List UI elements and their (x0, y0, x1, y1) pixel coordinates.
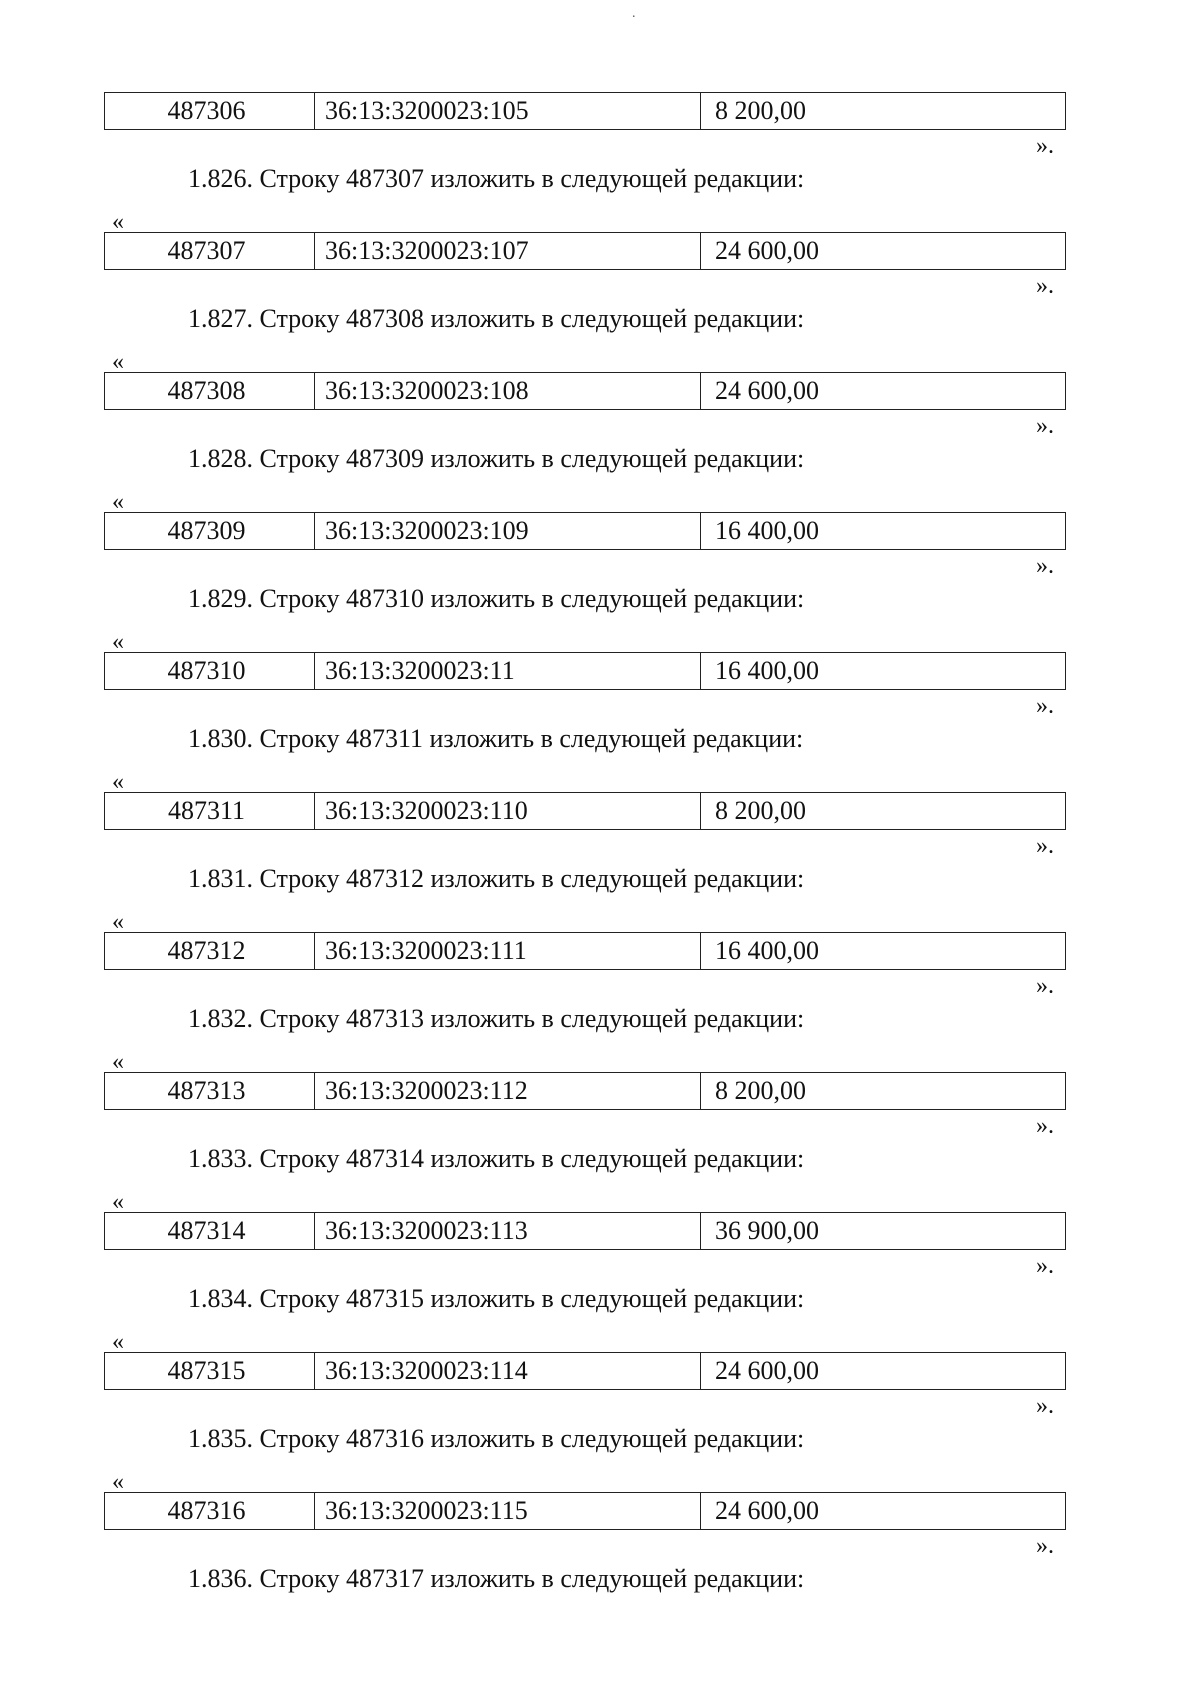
row-cadastral-number: 36:13:3200023:113 (315, 1213, 701, 1249)
row-code: 487306 (105, 93, 315, 129)
amendment-section (0, 350, 1200, 490)
open-quote: « (112, 489, 124, 515)
close-quote: ». (1036, 413, 1054, 439)
amendment-section (0, 490, 1200, 630)
open-quote: « (112, 349, 124, 375)
close-quote: ». (1036, 1393, 1054, 1419)
amendment-instruction: 1.827. Строку 487308 изложить в следующей редакции: (188, 304, 805, 333)
table-row (104, 652, 1066, 690)
table-row (104, 1072, 1066, 1110)
table-row (104, 92, 1066, 130)
table-row (104, 932, 1066, 970)
close-quote: ». (1036, 833, 1054, 859)
open-quote: « (112, 769, 124, 795)
close-quote: ». (1036, 133, 1054, 159)
row-value: 16 400,00 (715, 936, 819, 965)
amendment-instruction: 1.831. Строку 487312 изложить в следующей редакции: (188, 864, 805, 893)
row-cadastral-number: 36:13:3200023:112 (315, 1073, 701, 1109)
row-cadastral-number: 36:13:3200023:108 (315, 373, 701, 409)
open-quote: « (112, 1469, 124, 1495)
row-code: 487311 (105, 793, 315, 829)
table-row (104, 1212, 1066, 1250)
row-cadastral-number: 36:13:3200023:107 (315, 233, 701, 269)
open-quote: « (112, 629, 124, 655)
row-value: 24 600,00 (715, 1496, 819, 1525)
amendment-instruction: 1.836. Строку 487317 изложить в следующей редакции: (188, 1564, 805, 1593)
amendment-section (0, 1190, 1200, 1330)
amendment-instruction: 1.834. Строку 487315 изложить в следующей редакции: (188, 1284, 805, 1313)
amendment-section (0, 910, 1200, 1050)
open-quote: « (112, 209, 124, 235)
row-cadastral-number: 36:13:3200023:105 (315, 93, 701, 129)
row-cadastral-number: 36:13:3200023:11 (315, 653, 701, 689)
amendment-instruction: 1.826. Строку 487307 изложить в следующей редакции: (188, 164, 805, 193)
close-quote: ». (1036, 1533, 1054, 1559)
row-value: 24 600,00 (715, 376, 819, 405)
amendment-section (0, 630, 1200, 770)
row-value: 8 200,00 (715, 96, 806, 125)
row-value: 8 200,00 (715, 1076, 806, 1105)
row-code: 487313 (105, 1073, 315, 1109)
section-first-row (0, 70, 1200, 210)
table-row (104, 1352, 1066, 1390)
row-cadastral-number: 36:13:3200023:114 (315, 1353, 701, 1389)
amendment-instruction: 1.828. Строку 487309 изложить в следующей редакции: (188, 444, 805, 473)
row-cadastral-number: 36:13:3200023:109 (315, 513, 701, 549)
amendment-instruction: 1.833. Строку 487314 изложить в следующей редакции: (188, 1144, 805, 1173)
row-code: 487312 (105, 933, 315, 969)
close-quote: ». (1036, 973, 1054, 999)
row-value: 8 200,00 (715, 796, 806, 825)
row-code: 487309 (105, 513, 315, 549)
close-quote: ». (1036, 273, 1054, 299)
row-cadastral-number: 36:13:3200023:115 (315, 1493, 701, 1529)
close-quote: ». (1036, 1253, 1054, 1279)
row-cadastral-number: 36:13:3200023:111 (315, 933, 701, 969)
amendment-instruction: 1.830. Строку 487311 изложить в следующей редакции: (188, 724, 804, 753)
table-row (104, 232, 1066, 270)
table-row (104, 1492, 1066, 1530)
table-row (104, 372, 1066, 410)
row-code: 487308 (105, 373, 315, 409)
row-value: 24 600,00 (715, 236, 819, 265)
amendment-instruction: 1.832. Строку 487313 изложить в следующей редакции: (188, 1004, 805, 1033)
table-row (104, 512, 1066, 550)
top-mark: . (632, 6, 636, 21)
row-value: 36 900,00 (715, 1216, 819, 1245)
row-code: 487316 (105, 1493, 315, 1529)
close-quote: ». (1036, 1113, 1054, 1139)
row-value: 16 400,00 (715, 656, 819, 685)
amendment-section (0, 1470, 1200, 1610)
amendment-section (0, 770, 1200, 910)
amendment-instruction: 1.829. Строку 487310 изложить в следующей редакции: (188, 584, 805, 613)
row-code: 487307 (105, 233, 315, 269)
row-value: 24 600,00 (715, 1356, 819, 1385)
row-code: 487310 (105, 653, 315, 689)
row-code: 487315 (105, 1353, 315, 1389)
amendment-section (0, 1330, 1200, 1470)
amendment-instruction: 1.835. Строку 487316 изложить в следующей редакции: (188, 1424, 805, 1453)
open-quote: « (112, 909, 124, 935)
open-quote: « (112, 1049, 124, 1075)
open-quote: « (112, 1329, 124, 1355)
amendment-section (0, 1050, 1200, 1190)
row-cadastral-number: 36:13:3200023:110 (315, 793, 701, 829)
row-value: 16 400,00 (715, 516, 819, 545)
amendment-section (0, 210, 1200, 350)
row-code: 487314 (105, 1213, 315, 1249)
close-quote: ». (1036, 553, 1054, 579)
close-quote: ». (1036, 693, 1054, 719)
open-quote: « (112, 1189, 124, 1215)
table-row (104, 792, 1066, 830)
